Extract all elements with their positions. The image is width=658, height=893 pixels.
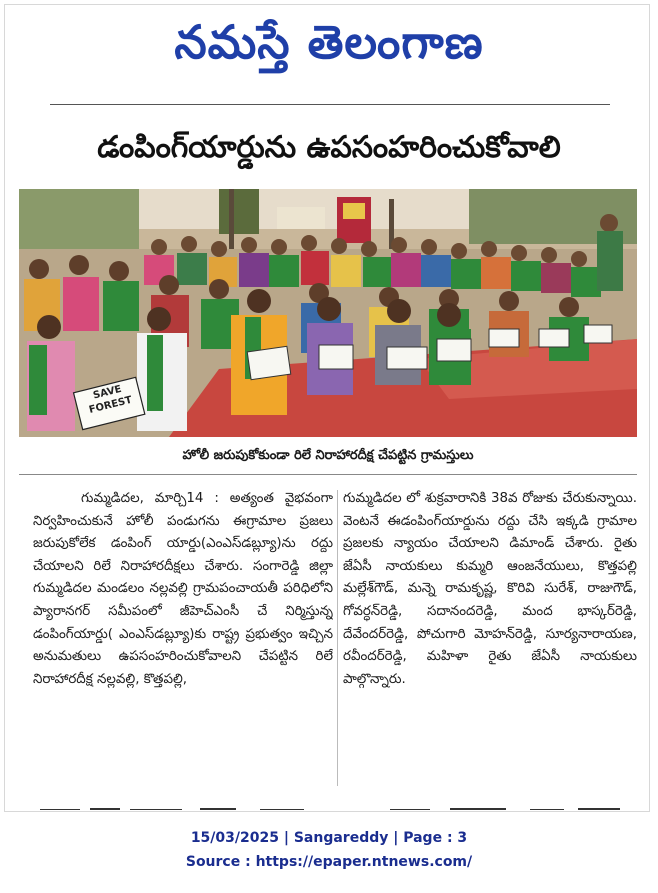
clipped-text-glyphs (30, 805, 640, 810)
clipped-text-remnant (30, 800, 640, 810)
save-forest-sign: SAVE FOREST (87, 383, 134, 416)
article-paragraph: గుమ్మడిదల లో శుక్రవారానికి 38వ రోజుకు చేరుకున్నాయి. వెంటనే ఈడంపింగ్‌యార్డును రద్దు చేసి ఇక్కడి గ్రామాల ప్రజలకు న్యాయం చేయాలని డిమాండ్ చేశారు. రైతు జేఏసీ నాయకులు కుమ్మరి ఆంజనేయులు, కొత్తపల్లి మల్లేశ్‌గౌడ్, మన్నె రామకృష్ణ, కొరివి సురేశ్, రాజుగౌడ్, గోవర్ధన్‌రెడ్డి, సదానందరెడ్డి, మంద భాస్కర్‌రెడ్డి, దేవేందర్‌రెడ్డి, పోచుగారి మోహన్‌రెడ్డి, సూర్యనారాయణ, రవీందర్‌రెడ్డి, మహిళా రైతు జేఏసీ నాయకులు పాల్గొన్నారు. (343, 491, 637, 687)
article-column-right (343, 488, 637, 786)
article-photo (19, 189, 637, 437)
photo-caption: హోలీ జరుపుకోకుండా రిలే నిరాహారదీక్ష చేపట్టిన గ్రామస్తులు (182, 448, 474, 463)
caption-rule (19, 474, 637, 475)
article-headline: డంపింగ్‌యార్డును ఉపసంహరించుకోవాలి (97, 130, 561, 165)
masthead-logo: నమస్తే తెలంగాణ (174, 15, 484, 69)
column-divider (337, 490, 338, 786)
article-paragraph: గుమ్మడిదల, మార్చి14 : అత్యంత వైభవంగా నిర్వహించుకునే హోలీ పండుగను ఈగ్రామాల ప్రజలు జరుపుకోలేక డంపింగ్ యార్డు(ఎంఎస్‌డబ్ల్యూ)ను రద్దు చేయాలని రిలే నిరాహారదీక్షలు చేశారు. సంగారెడ్డి జిల్లా గుమ్మడిదల మండలం నల్లవల్లి గ్రామపంచాయతీ పరిధిలోని ప్యారానగర్ సమీపంలో జీహెచ్‌ఎంసీ చే నిర్మిస్తున్న డంపింగ్‌యార్డు( ఎంఎస్‌డబ్ల్యూ)కు రాష్ట్ర ప్రభుత్వం ఇచ్చిన అనుమతులు ఉపసంహరించుకోవాలని చేపట్టిన రిలే నిరాహారదీక్ష నల్లవల్లి, కొత్తపల్లి, (33, 491, 333, 687)
edition-line: 15/03/2025 | Sangareddy | Page : 3 (190, 830, 468, 846)
masthead-rule (50, 104, 610, 105)
article-column-left (33, 488, 333, 786)
source-line: Source : https://epaper.ntnews.com/ (185, 854, 473, 870)
